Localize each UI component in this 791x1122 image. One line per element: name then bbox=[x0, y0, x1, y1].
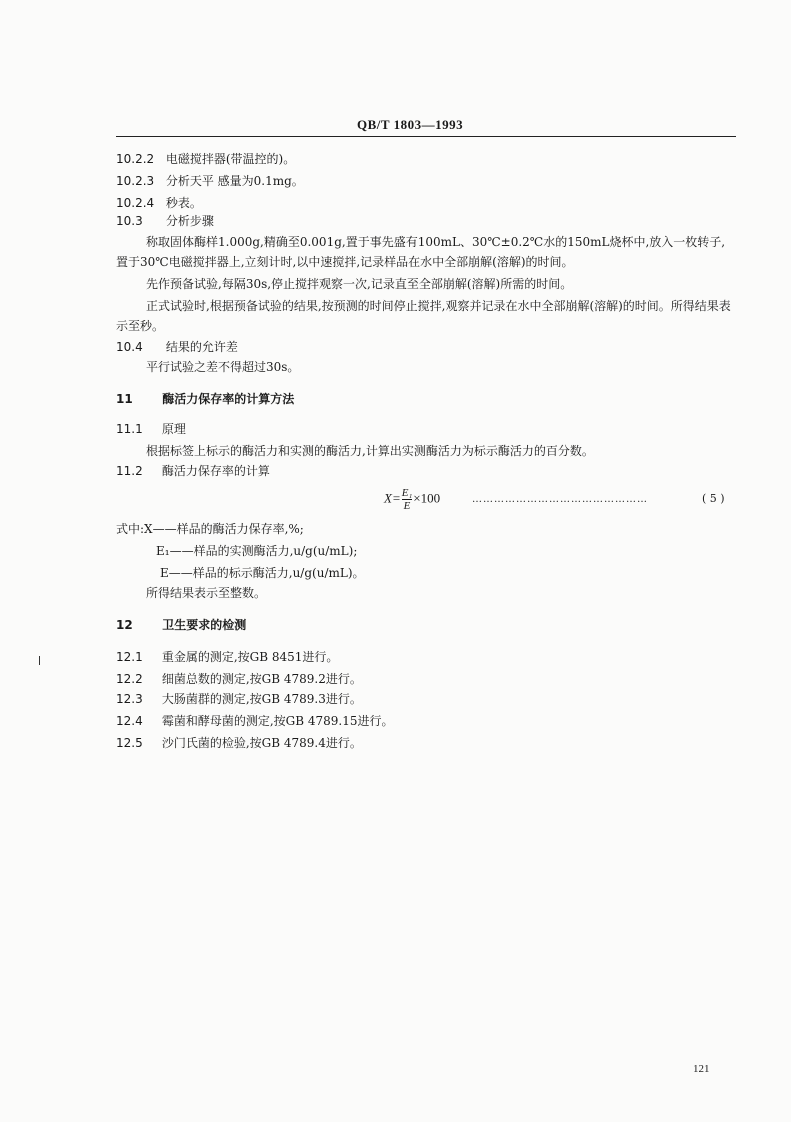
paragraph-tolerance: 平行试验之差不得超过30s。 bbox=[146, 360, 300, 374]
formula-fraction bbox=[402, 487, 413, 512]
clause-10-2-4 bbox=[116, 194, 202, 211]
section-number: 11 bbox=[116, 392, 133, 406]
paragraph-formal-test: 正式试验时,根据预备试验的结果,按预测的时间停止搅拌,观察并记录在水中全部崩解(溶解)的时间。所得结果表示至秒。 bbox=[116, 299, 731, 333]
section-title: 酶活力保存率的计算方法 bbox=[162, 392, 295, 406]
where-e: E——样品的标示酶活力,u/g(u/mL)。 bbox=[160, 566, 365, 580]
formula-5 bbox=[384, 487, 440, 512]
formula-lhs: X= bbox=[384, 490, 401, 506]
clause-number: 11.2 bbox=[116, 464, 143, 478]
clause-10-3 bbox=[116, 212, 214, 229]
clause-text: 细菌总数的测定,按GB 4789.2进行。 bbox=[161, 672, 362, 686]
clause-number: 10.3 bbox=[116, 214, 143, 228]
result-note: 所得结果表示至整数。 bbox=[146, 586, 267, 600]
formula-leader-dots: ………………………………………… bbox=[472, 494, 648, 505]
clause-text: 重金属的测定,按GB 8451进行。 bbox=[161, 650, 339, 664]
clause-number: 12.2 bbox=[116, 672, 143, 686]
paragraph-principle: 根据标签上标示的酶活力和实测的酶活力,计算出实测酶活力为标示酶活力的百分数。 bbox=[146, 444, 594, 458]
clause-text: 大肠菌群的测定,按GB 4789.3进行。 bbox=[161, 692, 362, 706]
clause-text: 沙门氏菌的检验,按GB 4789.4进行。 bbox=[161, 736, 362, 750]
formula-numerator: E₁ bbox=[401, 487, 413, 499]
clause-text: 秒表。 bbox=[165, 196, 202, 210]
clause-12-3 bbox=[116, 690, 362, 707]
document-header: QB/T 1803—1993 bbox=[357, 117, 464, 132]
paragraph-pretest: 先作预备试验,每隔30s,停止搅拌观察一次,记录直至全部崩解(溶解)所需的时间。 bbox=[146, 277, 573, 291]
paragraph-procedure: 称取固体酶样1.000g,精确至0.001g,置于事先盛有100mL、30℃±0.2℃水的150mL烧杯中,放入一枚转子,置于30℃电磁搅拌器上,立刻计时,以中速搅拌,记录样品在水中全部崩解(溶解)的时间。 bbox=[116, 235, 726, 269]
clause-12-5 bbox=[116, 734, 362, 751]
page-number: 121 bbox=[693, 1063, 710, 1075]
clause-number: 12.1 bbox=[116, 650, 143, 664]
clause-number: 12.3 bbox=[116, 692, 143, 706]
where-intro: 式中:X——样品的酶活力保存率,%; bbox=[116, 522, 304, 536]
clause-11-1 bbox=[116, 420, 186, 437]
clause-12-1 bbox=[116, 648, 338, 665]
clause-text: 结果的允许差 bbox=[165, 340, 238, 354]
section-12-heading bbox=[116, 616, 246, 633]
header-rule bbox=[116, 136, 736, 137]
clause-text: 分析天平 感量为0.1mg。 bbox=[165, 174, 304, 188]
where-e1: E₁——样品的实测酶活力,u/g(u/mL); bbox=[156, 544, 358, 558]
section-11-heading bbox=[116, 390, 294, 407]
clause-text: 电磁搅拌器(带温控的)。 bbox=[165, 152, 296, 166]
clause-text: 原理 bbox=[161, 422, 186, 436]
margin-mark bbox=[39, 656, 40, 665]
section-number: 12 bbox=[116, 618, 133, 632]
clause-number: 11.1 bbox=[116, 422, 143, 436]
section-title: 卫生要求的检测 bbox=[162, 618, 247, 632]
clause-text: 酶活力保存率的计算 bbox=[161, 464, 270, 478]
clause-text: 霉菌和酵母菌的测定,按GB 4789.15进行。 bbox=[161, 714, 394, 728]
formula-denominator: E bbox=[403, 500, 411, 512]
clause-number: 10.2.2 bbox=[116, 152, 155, 166]
clause-10-4 bbox=[116, 338, 238, 355]
clause-11-2 bbox=[116, 462, 270, 479]
clause-number: 10.2.4 bbox=[116, 196, 155, 210]
clause-10-2-2 bbox=[116, 150, 295, 167]
clause-number: 12.4 bbox=[116, 714, 143, 728]
clause-number: 10.4 bbox=[116, 340, 143, 354]
clause-text: 分析步骤 bbox=[165, 214, 214, 228]
clause-number: 12.5 bbox=[116, 736, 143, 750]
clause-10-2-3 bbox=[116, 172, 304, 189]
clause-number: 10.2.3 bbox=[116, 174, 155, 188]
formula-rhs: ×100 bbox=[413, 490, 441, 506]
equation-number: ( 5 ) bbox=[702, 492, 725, 505]
clause-12-4 bbox=[116, 712, 394, 729]
clause-12-2 bbox=[116, 670, 362, 687]
